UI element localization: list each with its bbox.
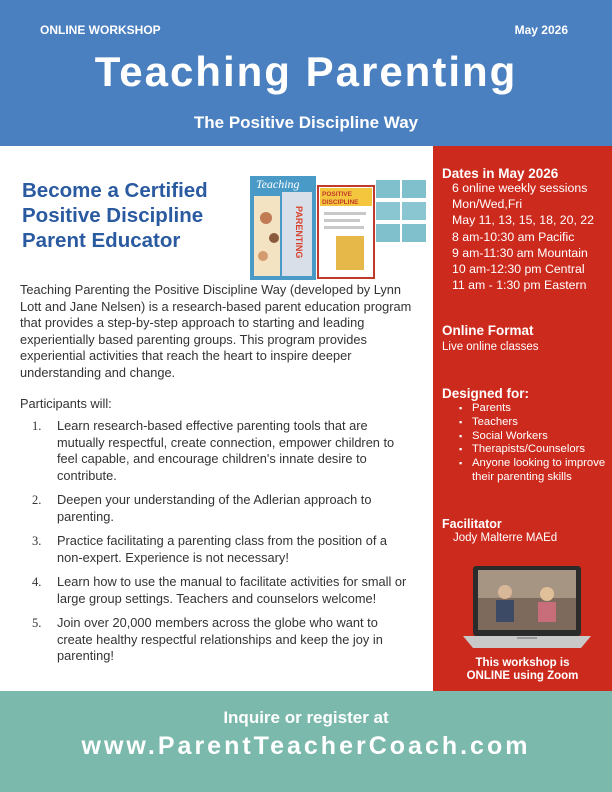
svg-text:DISCIPLINE: DISCIPLINE: [322, 199, 359, 206]
date-line: 6 online weekly sessions: [452, 181, 588, 195]
page-subtitle: The Positive Discipline Way: [193, 113, 419, 132]
date-tag: May 2026: [514, 23, 568, 37]
header-banner: [0, 0, 612, 146]
list-item: [20, 492, 412, 525]
list-item: [20, 574, 412, 607]
laptop-zoom-icon: [463, 564, 591, 649]
dates-title: Dates in May 2026: [442, 166, 559, 181]
headline-line-3: Parent Educator: [22, 229, 181, 252]
format-text: Live online classes: [442, 341, 539, 353]
list-text: Join over 20,000 members across the globe who want to create healthy respectful relationships and keep the joy in parenting!: [57, 615, 383, 663]
website-link[interactable]: www.ParentTeacherCoach.com: [81, 732, 531, 760]
designed-title: Designed for:: [442, 386, 530, 401]
program-description: Teaching Parenting the Positive Discipline Way (developed by Lynn Lott and Jane Nelsen) is a research-based parent education program that provides a step-by-step approach to starting and leading experientially based parenting groups. This program provides experiential activities that reach the heart to inspire deeper understanding and change.: [20, 282, 412, 380]
info-sidebar: [433, 146, 612, 691]
page-title: Teaching Parenting: [94, 48, 518, 95]
date-line: 10 am-12:30 pm Central: [452, 262, 585, 277]
positive-discipline-book-icon: [318, 186, 374, 278]
date-line: 8 am-10:30 am Pacific: [452, 229, 575, 244]
facilitator-title: Facilitator: [442, 517, 502, 531]
list-number: 5.: [32, 616, 42, 630]
list-text: Deepen your understanding of the Adlerian approach to parenting.: [57, 492, 372, 524]
main-content: [0, 146, 433, 691]
tool-cards-icon: [376, 180, 426, 242]
online-workshop-tag: ONLINE WORKSHOP: [40, 23, 161, 37]
caption-line-1: This workshop is: [475, 657, 570, 669]
svg-text:Teaching: Teaching: [256, 177, 300, 191]
headline-line-2: Positive Discipline: [22, 204, 204, 227]
list-item: ▪ Teachers: [459, 416, 609, 430]
participants-label: Participants will:: [20, 396, 112, 411]
dates-list: [452, 180, 612, 293]
caption-line-2: ONLINE using Zoom: [466, 670, 579, 682]
list-item: [20, 533, 412, 566]
date-line: 11 am - 1:30 pm Eastern: [452, 278, 587, 293]
list-item: ▪ Anyone looking to improve their parenting skills: [459, 457, 609, 485]
teaching-parenting-book-icon: [250, 176, 316, 280]
list-item: ▪ Parents: [459, 402, 609, 416]
online-zoom-caption: [433, 657, 612, 683]
headline-line-1: Become a Certified: [22, 179, 208, 202]
footer-banner: [0, 691, 612, 792]
designed-list: [459, 402, 609, 485]
book-covers-image: [248, 172, 428, 284]
participants-list: [20, 418, 412, 673]
inquire-text: Inquire or register at: [223, 708, 389, 727]
list-number: 3.: [32, 534, 42, 548]
svg-text:PARENTING: PARENTING: [294, 206, 304, 259]
certification-headline: [22, 178, 237, 253]
facilitator-name: Jody Malterre MAEd: [453, 532, 558, 544]
list-number: 4.: [32, 575, 42, 589]
list-text: Learn research-based effective parenting tools that are mutually respectful, create connection, empower children to feel capable, and encourage children's innate desire to contribute.: [57, 418, 395, 483]
list-item: [20, 418, 412, 484]
svg-text:POSITIVE: POSITIVE: [322, 191, 352, 198]
list-number: 2.: [32, 493, 42, 507]
date-line: Mon/Wed,Fri: [452, 197, 523, 212]
list-text: Practice facilitating a parenting class from the position of a non-expert. Experience is not necessary!: [57, 533, 388, 565]
list-item: ▪ Therapists/Counselors: [459, 443, 609, 457]
list-item: ▪ Social Workers: [459, 430, 609, 444]
list-number: 1.: [32, 419, 42, 433]
date-line: 9 am-11:30 am Mountain: [452, 245, 588, 260]
list-text: Learn how to use the manual to facilitate activities for small or large group settings. Teachers and counselors welcome!: [57, 574, 407, 606]
format-title: Online Format: [442, 323, 534, 338]
date-line: May 11, 13, 15, 18, 20, 22: [452, 213, 594, 228]
list-item: [20, 615, 412, 665]
